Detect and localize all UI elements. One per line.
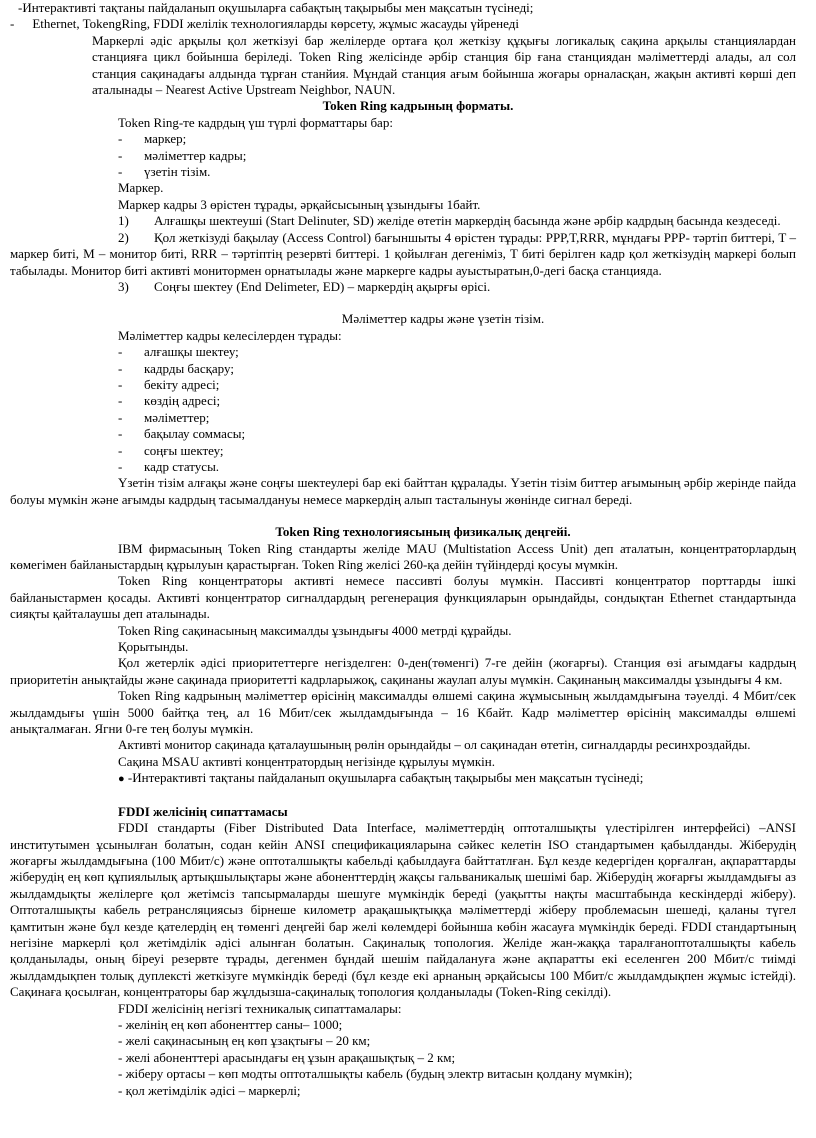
physical-layer-section [10,541,796,771]
list-dash: - [118,344,123,360]
list-item-text: алғашқы шектеу; [144,344,239,360]
header-dash: - [10,16,15,32]
bullet-icon: ● [118,773,125,786]
paragraph: Қол жетерлік әдісі приоритеттерге негізделген: 0-ден(төменгі) 7-ге дейін (жоғарғы). Станция өзі ағымдағы кадрдың приоритетін анықтайды және сақинада приоритетті кадрларыжоқ, сақинаны жаулап алуы мүмкін. Сақинаның максималды ұзындығы 4 км. [10,655,796,687]
list-item [10,164,796,180]
numbered-item [10,213,796,229]
fddi-title: FDDI желісінің сипаттамасы [118,803,288,819]
item-text: Қол жеткізуді бақылау (Access Control) бағыншыты 4 өрістен тұрады: PPP,T,RRR, мұндағы PPP- тәртіп биттері, T – маркер биті, M – монитор биті, RRR – тәртіптің резервті биттері. 1 қойылған дегеніміз, T биті берілген кадр қол жеткізудің маркері болып табылады. Монитор биті активті монитормен орнатылады және маркерге кадры ауыстыратын,0-дегі басқа станцияда. [10,229,796,278]
item-number: 3) [118,278,129,294]
data-frame-intro: Мәліметтер кадры келесілерден тұрады: [118,327,342,343]
list-item [10,459,796,475]
list-item-text: мәліметтер; [144,409,210,425]
header-line-1: -Интерактивті тақтаны пайдаланып оқушыларға сабақтың тақырыбы мен мақсатын түсінеді; [18,0,534,15]
list-item: - қол жетімділік әдісі – маркерлі; [118,1082,301,1098]
data-frame-title: Мәліметтер кадры және үзетін тізім. [341,311,545,327]
list-item [10,443,796,459]
list-dash: - [118,409,123,425]
marker-description: Маркер кадры 3 өрістен тұрады, әрқайсысының ұзындығы 1байт. [118,196,481,212]
item-text: Алғашқы шектеуші (Start Delinuter, SD) желіде өтетін маркердің басында және әрбір кадрдың басында кездеседі. [154,213,781,229]
paragraph: Сақина MSAU активті концентратордың негізінде құрылуы мүмкін. [118,753,495,769]
list-item [10,344,796,360]
paragraph: Token Ring концентраторы активті немесе пассивті болуы мүмкін. Пассивті концентратор порттарды ішкі байланыстармен қосады. Активті концентратор сигналдардың регенерация функцияларын орындайды, сондықтан Ethernet стандартында сияқты қайталаушы деп аталынады. [10,573,796,622]
list-item [10,148,796,164]
list-item: - желі абоненттері арасындағы ең ұзын арақашықтық – 2 км; [118,1049,456,1065]
fddi-paragraph: FDDI стандарты (Fiber Distributed Data Interface, мәліметтердің оптоталшықты үлестірілген интерфейсі) –ANSI институтымен ұсынылған болатын, содан кейін ANSI спецификацияларына сәйкес келетін ISO стандартымен қабылданды. Жіберудің жоғарғы жылдамдығына (100 Мбит/с) және оптоталшықты кабельді қабылдауға байттатлған. Бұл кезде кедергіден қорғалған, ақпараттарды жіберудің ең көп құпиялылық артықшылықтары және абоненттердің жақсы гальваникалық шешімі бар. Жіберудің жоғарғы жылдамдығы аз жылдамдықты желілерге қол жетімсіз тапсырмаларды шешуге мүмкіндік береді (уақытты нақты масштабында кескіндерді жіберу). Оптоталшықты кабель ретрансляциясыз бірнеше километр арақашықтыққа мәліметтерді жіберу проблемасын шешеді, қаланы түгел қамтитын және бұл кезде қателердің ең төменгі деңгейі бар желі көлемдері бойынша көбін жасауға мүмкіндік береді. FDDI стандартының негізіне маркерлі қол жетімділік әдісі алынған болатын. Сақиналық топология. Желіде жан-жаққа таралғаноптоталшықты кабель қолданылады, оның біреуі резервте тұрады, дегенмен бұндай шешім пайдалануға және ақпаратты екі еселенген 200 Мбит/с тиімді жылдамдықпен толық дуплексті жеткізуге мүмкіндік береді (бұл кезде екі арнаның әрқайсысы 100 Мбит/с жылдамдықпен жұмыс істейді). Сақинаға қосылған, концентраторы бар жұлдызша-сақиналық топология қолданылады (Token-Ring секілді). [10,820,796,1000]
list-dash: - [118,147,123,163]
paragraph: Активті монитор сақинада қаталаушының рөлін орындайды – ол сақинадан өтетін, сигналдарды ресинхроздайды. [118,737,751,753]
list-item [10,393,796,409]
marker-label: Маркер. [118,180,164,196]
item-number: 1) [118,213,129,229]
frame-format-list [10,131,796,180]
list-item [10,377,796,393]
list-item-text: маркер; [144,131,187,147]
paragraph: Token Ring сақинасының максималды ұзындығы 4000 метрді құрайды. [118,622,512,638]
list-item: - жіберу ортасы – көп модты оптоталшықты кабель (будың электр витасын қолдану мүмкін); [118,1066,633,1082]
list-item: - желі сақинасының ең көп ұзақтығы – 20 км; [118,1033,371,1049]
list-dash: - [118,164,123,180]
list-dash: - [118,393,123,409]
numbered-item [10,230,796,279]
fddi-characteristics-list [10,1017,796,1099]
list-dash: - [118,131,123,147]
list-item-text: кадрды басқару; [144,360,234,376]
header-line-2-text: Ethernet, TokengRing, FDDI желілік технологияларды көрсету, жұмыс жасауды үйренеді [32,16,519,32]
frame-format-title: Token Ring кадрының форматы. [322,98,514,114]
list-item-text: көздің адресі; [144,393,221,409]
list-item [10,410,796,426]
list-dash: - [118,442,123,458]
list-item-text: мәліметтер кадры; [144,147,247,163]
abort-paragraph: Үзетін тізім алғақы және соңғы шектеулері бар екі байттан құралады. Үзетін тізім биттер ағымының әрбір жерінде пайда болуы мүмкін және ағымды кадрдың тасымалдануы немесе маркердің алып тасталынуы жөнінде сигнал береді. [10,475,796,507]
list-item [10,426,796,442]
list-dash: - [118,376,123,392]
list-item [10,131,796,147]
paragraph: Token Ring кадрының мәліметтер өрісінің максималды өлшемі сақина жұмысының жылдамдығына тәуелді. 4 Мбит/сек жылдамдығы үшін 5000 байтқа тең, ал 16 Мбит/сек жылдамдығында – 16 Кбайт. Кадр мәліметтер өрісінің максималды өлшемі анықталмаған. Ягни 0-ге тең болуы мүмкін. [10,688,796,737]
list-dash: - [118,458,123,474]
data-frame-list [10,344,796,475]
paragraph: IBM фирмасының Token Ring стандарты желіде MAU (Multistation Access Unit) деп аталатын, концентраторлардың көмегімен байланыстардың құрылуын қарастырған. Token Ring желісі 260-қа дейін түйіндерді қосуы мүмкін. [10,540,796,572]
list-item-text: соңғы шектеу; [144,442,224,458]
list-dash: - [118,360,123,376]
list-item-text: бекіту адресі; [144,376,220,392]
list-item-text: кадр статусы. [144,458,220,474]
item-text: Соңғы шектеу (End Delimeter, ED) – маркердің ақырғы өрісі. [154,278,491,294]
bullet-line-text: -Интерактивті тақтаны пайдаланып оқушыларға сабақтың тақырыбы мен мақсатын түсінеді; [127,770,644,786]
bullet-line [10,770,796,787]
list-item [10,361,796,377]
list-item-text: бақылау соммасы; [144,426,246,442]
fddi-characteristics-intro: FDDI желісінің негізгі техникалық сипаттамалары: [118,1000,402,1016]
numbered-item [10,279,796,295]
list-item-text: үзетін тізім. [144,164,211,180]
intro-paragraph: Маркерлі әдіс арқылы қол жеткізуі бар желілерде ортаға қол жеткізу құқығы логикалық сақина арқылы станциялардан станцияға цикл бойынша беріледі. Token Ring желісінде әрбір станция бір ғана станциядан мәліметтерді алады, ал сол станция сақинадағы алдында тұрған станйия. Мұндай станция ағым бойынша жоғары орналасқан, жақын активті көрші деп аталынады – Nearest Active Upstream Neighbor, NAUN. [92,32,796,98]
marker-fields-list [10,213,796,295]
list-item: - желінің ең көп абоненттер саны– 1000; [118,1016,343,1032]
header-line-2 [10,16,796,32]
frame-format-intro: Token Ring-те кадрдың үш түрлі форматтары бар: [118,114,393,130]
list-dash: - [118,426,123,442]
item-number: 2) [118,229,129,245]
paragraph: Қорытынды. [118,639,189,655]
physical-layer-title: Token Ring технологиясының физикалық деңгейі. [275,524,571,540]
